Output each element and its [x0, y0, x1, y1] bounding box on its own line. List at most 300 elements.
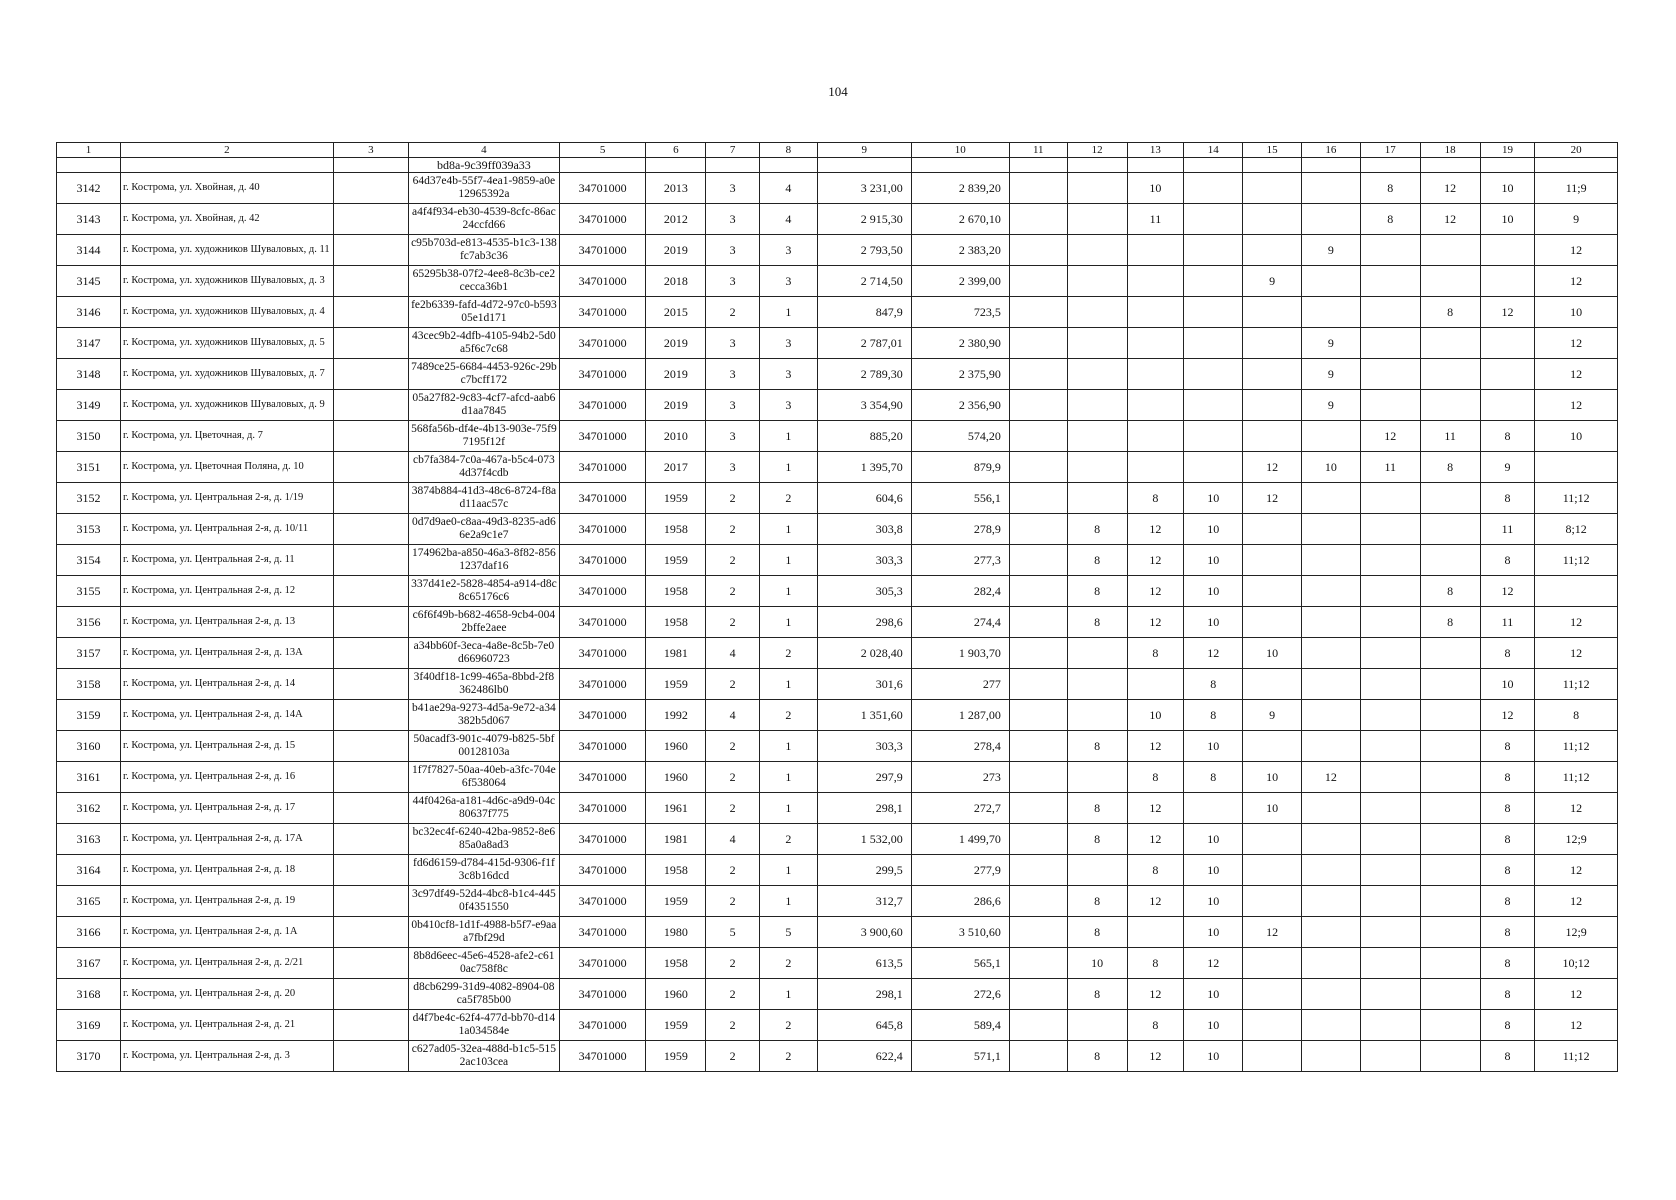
- cell: [1302, 204, 1361, 235]
- cell: 4: [760, 173, 818, 204]
- column-number-header: 15: [1243, 143, 1302, 158]
- cell: 10;12: [1535, 948, 1618, 979]
- cell: [333, 173, 408, 204]
- address-cell: г. Кострома, ул. художников Шуваловых, д. 4: [121, 297, 334, 328]
- cell: [1127, 452, 1184, 483]
- cell: 10: [1184, 607, 1243, 638]
- oktmo-cell: 34701000: [559, 297, 646, 328]
- area-living-cell: 273: [911, 762, 1009, 793]
- cell: 8: [1184, 669, 1243, 700]
- area-total-cell: 645,8: [817, 1010, 911, 1041]
- area-living-cell: 277: [911, 669, 1009, 700]
- cell: [1067, 297, 1127, 328]
- cell: [333, 979, 408, 1010]
- cell: 12: [1420, 173, 1480, 204]
- guid-cell: 568fa56b-df4e-4b13-903e-75f97195f12f: [409, 421, 560, 452]
- area-living-cell: 589,4: [911, 1010, 1009, 1041]
- cell: 11;12: [1535, 483, 1618, 514]
- area-living-cell: 2 839,20: [911, 173, 1009, 204]
- cell: [1420, 700, 1480, 731]
- cell: [1302, 948, 1361, 979]
- column-number-header: 14: [1184, 143, 1243, 158]
- column-number-header: 4: [409, 143, 560, 158]
- cell: [1009, 483, 1067, 514]
- table-row: [57, 1041, 1618, 1072]
- address-cell: г. Кострома, ул. Цветочная Поляна, д. 10: [121, 452, 334, 483]
- guid-cell: c627ad05-32ea-488d-b1c5-5152ac103cea: [409, 1041, 560, 1072]
- cell: [1184, 173, 1243, 204]
- table-row: [57, 204, 1618, 235]
- cell: [1184, 359, 1243, 390]
- cell: [1420, 948, 1480, 979]
- cell: 12: [1184, 948, 1243, 979]
- oktmo-cell: 34701000: [559, 793, 646, 824]
- cell: [1009, 158, 1067, 173]
- cell: 8;12: [1535, 514, 1618, 545]
- cell: [1360, 979, 1420, 1010]
- row-number-cell: 3146: [57, 297, 121, 328]
- cell: 10: [1302, 452, 1361, 483]
- cell: [1243, 158, 1302, 173]
- cell: 12: [1480, 576, 1535, 607]
- area-living-cell: 1 287,00: [911, 700, 1009, 731]
- cell: [1302, 158, 1361, 173]
- cell: 10: [1243, 793, 1302, 824]
- cell: [1009, 607, 1067, 638]
- column-number-header: 7: [706, 143, 760, 158]
- table-row: [57, 173, 1618, 204]
- area-living-cell: 1 499,70: [911, 824, 1009, 855]
- cell: [1302, 607, 1361, 638]
- cell: 12: [1480, 700, 1535, 731]
- oktmo-cell: 34701000: [559, 483, 646, 514]
- cell: 12: [1127, 1041, 1184, 1072]
- table-row: [57, 328, 1618, 359]
- cell: [1009, 204, 1067, 235]
- cell: [1535, 452, 1618, 483]
- area-total-cell: 604,6: [817, 483, 911, 514]
- cell: [333, 514, 408, 545]
- address-cell: г. Кострома, ул. Центральная 2-я, д. 2/21: [121, 948, 334, 979]
- cell: 2: [706, 576, 760, 607]
- cell: [1360, 235, 1420, 266]
- column-number-header: 11: [1009, 143, 1067, 158]
- cell: [1243, 328, 1302, 359]
- cell: [1302, 886, 1361, 917]
- table-row: [57, 421, 1618, 452]
- cell: 2: [706, 1010, 760, 1041]
- cell: [1360, 1010, 1420, 1041]
- address-cell: г. Кострома, ул. Центральная 2-я, д. 21: [121, 1010, 334, 1041]
- cell: 12: [1127, 607, 1184, 638]
- cell: [1067, 235, 1127, 266]
- cell: [1420, 235, 1480, 266]
- cell: [1009, 235, 1067, 266]
- cell: [1420, 483, 1480, 514]
- oktmo-cell: 34701000: [559, 235, 646, 266]
- row-number-cell: 3170: [57, 1041, 121, 1072]
- cell: [1009, 421, 1067, 452]
- cell: 1: [760, 979, 818, 1010]
- cell: 3: [760, 359, 818, 390]
- cell: 11;12: [1535, 731, 1618, 762]
- table-row: [57, 297, 1618, 328]
- cell: [1067, 204, 1127, 235]
- cell: [559, 158, 646, 173]
- oktmo-cell: 34701000: [559, 638, 646, 669]
- cell: [1302, 483, 1361, 514]
- cell: 1: [760, 576, 818, 607]
- cell: [333, 297, 408, 328]
- cell: [1360, 824, 1420, 855]
- cell: [1243, 855, 1302, 886]
- year-cell: 2013: [646, 173, 706, 204]
- year-cell: 2019: [646, 328, 706, 359]
- oktmo-cell: 34701000: [559, 266, 646, 297]
- cell: 8: [1480, 917, 1535, 948]
- row-number-cell: 3167: [57, 948, 121, 979]
- cell: 8: [1127, 855, 1184, 886]
- cell: [1243, 359, 1302, 390]
- address-cell: г. Кострома, ул. художников Шуваловых, д. 3: [121, 266, 334, 297]
- cell: 8: [1480, 1041, 1535, 1072]
- cell: [1009, 545, 1067, 576]
- oktmo-cell: 34701000: [559, 328, 646, 359]
- address-cell: г. Кострома, ул. Центральная 2-я, д. 14А: [121, 700, 334, 731]
- column-number-header: 5: [559, 143, 646, 158]
- cell: 10: [1067, 948, 1127, 979]
- cell: [1360, 607, 1420, 638]
- year-cell: 1959: [646, 1041, 706, 1072]
- area-total-cell: 622,4: [817, 1041, 911, 1072]
- cell: 8: [1067, 979, 1127, 1010]
- year-cell: 1958: [646, 514, 706, 545]
- cell: 8: [1420, 297, 1480, 328]
- column-number-header: 16: [1302, 143, 1361, 158]
- cell: [1360, 576, 1420, 607]
- row-number-cell: 3152: [57, 483, 121, 514]
- cell: [1420, 1010, 1480, 1041]
- cell: 11;12: [1535, 545, 1618, 576]
- row-number-cell: 3165: [57, 886, 121, 917]
- cell: [1480, 328, 1535, 359]
- cell: 1: [760, 762, 818, 793]
- cell: 8: [1480, 979, 1535, 1010]
- cell: [1009, 824, 1067, 855]
- cell: 8: [1067, 576, 1127, 607]
- cell: 9: [1243, 266, 1302, 297]
- cell: [1302, 731, 1361, 762]
- cell: [1302, 297, 1361, 328]
- table-row: [57, 607, 1618, 638]
- guid-cell: 65295b38-07f2-4ee8-8c3b-ce2cecca36b1: [409, 266, 560, 297]
- cell: 9: [1302, 359, 1361, 390]
- cell: 1: [760, 421, 818, 452]
- area-total-cell: 298,1: [817, 979, 911, 1010]
- cell: 10: [1184, 855, 1243, 886]
- cell: 11: [1420, 421, 1480, 452]
- area-living-cell: 2 356,90: [911, 390, 1009, 421]
- cell: [333, 1010, 408, 1041]
- cell: 2: [706, 514, 760, 545]
- oktmo-cell: 34701000: [559, 700, 646, 731]
- cell: 1: [760, 545, 818, 576]
- cell: [1360, 886, 1420, 917]
- table-row: [57, 638, 1618, 669]
- cell: [1184, 390, 1243, 421]
- area-total-cell: 2 028,40: [817, 638, 911, 669]
- cell: [1009, 700, 1067, 731]
- area-living-cell: 282,4: [911, 576, 1009, 607]
- cell: 8: [1067, 793, 1127, 824]
- cell: 3: [760, 235, 818, 266]
- cell: 12: [1127, 731, 1184, 762]
- cell: [1009, 1041, 1067, 1072]
- cell: 10: [1243, 638, 1302, 669]
- year-cell: 1958: [646, 607, 706, 638]
- cell: [1243, 297, 1302, 328]
- cell: [1302, 421, 1361, 452]
- cell: [333, 762, 408, 793]
- guid-cell: 64d37e4b-55f7-4ea1-9859-a0e12965392a: [409, 173, 560, 204]
- cell: 8: [1480, 762, 1535, 793]
- cell: [1009, 886, 1067, 917]
- guid-cell: 3f40df18-1c99-465a-8bbd-2f8362486lb0: [409, 669, 560, 700]
- cell: [1302, 1010, 1361, 1041]
- area-total-cell: 847,9: [817, 297, 911, 328]
- cell: [1420, 545, 1480, 576]
- row-number-cell: 3159: [57, 700, 121, 731]
- row-number-cell: 3157: [57, 638, 121, 669]
- cell: 3: [706, 328, 760, 359]
- cell: 12: [1243, 917, 1302, 948]
- cell: 8: [1067, 824, 1127, 855]
- cell: 2: [760, 700, 818, 731]
- cell: [1302, 173, 1361, 204]
- area-total-cell: 2 789,30: [817, 359, 911, 390]
- cell: 12: [1420, 204, 1480, 235]
- row-number-cell: 3168: [57, 979, 121, 1010]
- column-number-header: 2: [121, 143, 334, 158]
- cell: 8: [1067, 731, 1127, 762]
- guid-cell: 05a27f82-9c83-4cf7-afcd-aab6d1aa7845: [409, 390, 560, 421]
- cell: [1302, 700, 1361, 731]
- cell: [1243, 576, 1302, 607]
- cell: [1302, 266, 1361, 297]
- address-cell: г. Кострома, ул. Центральная 2-я, д. 12: [121, 576, 334, 607]
- address-cell: г. Кострома, ул. Центральная 2-я, д. 13А: [121, 638, 334, 669]
- cell: [1480, 390, 1535, 421]
- year-cell: 2019: [646, 390, 706, 421]
- cell: [1360, 917, 1420, 948]
- cell: 8: [1480, 731, 1535, 762]
- cell: [333, 328, 408, 359]
- cell: [333, 886, 408, 917]
- guid-cell: 8b8d6eec-45e6-4528-afe2-c610ac758f8c: [409, 948, 560, 979]
- area-total-cell: 297,9: [817, 762, 911, 793]
- oktmo-cell: 34701000: [559, 545, 646, 576]
- cell: [1009, 669, 1067, 700]
- cell: [333, 545, 408, 576]
- address-cell: г. Кострома, ул. Центральная 2-я, д. 14: [121, 669, 334, 700]
- area-living-cell: 277,3: [911, 545, 1009, 576]
- cell: [1067, 328, 1127, 359]
- cell: [1302, 514, 1361, 545]
- year-cell: 1959: [646, 545, 706, 576]
- cell: [1420, 762, 1480, 793]
- cell: [1009, 173, 1067, 204]
- cell: 12: [1535, 266, 1618, 297]
- guid-cell: 7489ce25-6684-4453-926c-29bc7bcff172: [409, 359, 560, 390]
- area-living-cell: 556,1: [911, 483, 1009, 514]
- cell: 12: [1535, 328, 1618, 359]
- cell: [1480, 266, 1535, 297]
- cell: [1480, 235, 1535, 266]
- cell: 3: [706, 235, 760, 266]
- row-number-cell: 3160: [57, 731, 121, 762]
- oktmo-cell: 34701000: [559, 514, 646, 545]
- cell: [1420, 886, 1480, 917]
- area-living-cell: 1 903,70: [911, 638, 1009, 669]
- oktmo-cell: 34701000: [559, 886, 646, 917]
- cell: 8: [1480, 855, 1535, 886]
- cell: 2: [760, 948, 818, 979]
- cell: 2: [706, 607, 760, 638]
- cell: [1360, 855, 1420, 886]
- cell: [1243, 235, 1302, 266]
- address-cell: г. Кострома, ул. Хвойная, д. 40: [121, 173, 334, 204]
- cell: 8: [1360, 204, 1420, 235]
- year-cell: 2019: [646, 235, 706, 266]
- cell: 12: [1535, 1010, 1618, 1041]
- cell: [1360, 700, 1420, 731]
- cell: [1009, 762, 1067, 793]
- area-total-cell: 3 354,90: [817, 390, 911, 421]
- cell: [1009, 731, 1067, 762]
- cell: [1009, 390, 1067, 421]
- cell: [1184, 297, 1243, 328]
- table-row: [57, 266, 1618, 297]
- cell: 10: [1480, 669, 1535, 700]
- year-cell: 2017: [646, 452, 706, 483]
- cell: 1: [760, 855, 818, 886]
- cell: [1302, 793, 1361, 824]
- table-row: [57, 1010, 1618, 1041]
- cell: 12: [1535, 886, 1618, 917]
- cell: [1420, 1041, 1480, 1072]
- cell: 8: [1535, 700, 1618, 731]
- cell: 8: [1480, 793, 1535, 824]
- address-cell: г. Кострома, ул. Центральная 2-я, д. 3: [121, 1041, 334, 1072]
- cell: 8: [1067, 607, 1127, 638]
- cell: 8: [1420, 576, 1480, 607]
- oktmo-cell: 34701000: [559, 824, 646, 855]
- cell: 12: [1535, 235, 1618, 266]
- oktmo-cell: 34701000: [559, 669, 646, 700]
- column-number-header: 3: [333, 143, 408, 158]
- cell: [333, 266, 408, 297]
- cell: 8: [1480, 421, 1535, 452]
- year-cell: 1992: [646, 700, 706, 731]
- cell: [1302, 638, 1361, 669]
- year-cell: 2010: [646, 421, 706, 452]
- oktmo-cell: 34701000: [559, 917, 646, 948]
- cell: 4: [706, 700, 760, 731]
- area-total-cell: 1 532,00: [817, 824, 911, 855]
- area-total-cell: 303,8: [817, 514, 911, 545]
- cell: [1535, 158, 1618, 173]
- cell: [333, 204, 408, 235]
- cell: [1009, 1010, 1067, 1041]
- cell: [333, 669, 408, 700]
- guid-cell: 0b410cf8-1d1f-4988-b5f7-e9aaa7fbf29d: [409, 917, 560, 948]
- column-number-header: 17: [1360, 143, 1420, 158]
- cell: [1302, 576, 1361, 607]
- table-row: [57, 917, 1618, 948]
- cell: 8: [1420, 452, 1480, 483]
- cell: [1009, 297, 1067, 328]
- cell: [1420, 359, 1480, 390]
- area-total-cell: 298,1: [817, 793, 911, 824]
- cell: [1420, 793, 1480, 824]
- cell: 10: [1184, 824, 1243, 855]
- area-living-cell: 286,6: [911, 886, 1009, 917]
- year-cell: 1958: [646, 855, 706, 886]
- cell: 9: [1302, 328, 1361, 359]
- cell: [1420, 158, 1480, 173]
- cell: [706, 158, 760, 173]
- guid-cell: cb7fa384-7c0a-467a-b5c4-0734d37f4cdb: [409, 452, 560, 483]
- cell: 1: [760, 731, 818, 762]
- cell: [333, 700, 408, 731]
- cell: 11;12: [1535, 1041, 1618, 1072]
- cell: 8: [1480, 886, 1535, 917]
- row-number-cell: 3143: [57, 204, 121, 235]
- cell: 12: [1127, 545, 1184, 576]
- cell: [1184, 204, 1243, 235]
- table-row: [57, 235, 1618, 266]
- cell: 8: [1360, 173, 1420, 204]
- cell: 1: [760, 297, 818, 328]
- column-number-header: 13: [1127, 143, 1184, 158]
- cell: 8: [1067, 545, 1127, 576]
- cell: [1067, 855, 1127, 886]
- column-number-header: 1: [57, 143, 121, 158]
- cell: [1243, 390, 1302, 421]
- cell: [1360, 390, 1420, 421]
- cell: [1360, 483, 1420, 514]
- cell: 3: [706, 421, 760, 452]
- column-number-row: [57, 143, 1618, 158]
- oktmo-cell: 34701000: [559, 948, 646, 979]
- row-number-cell: 3151: [57, 452, 121, 483]
- cell: [1067, 669, 1127, 700]
- cell: 3: [706, 204, 760, 235]
- table-row: [57, 762, 1618, 793]
- guid-cell: 50acadf3-901c-4079-b825-5bf00128103a: [409, 731, 560, 762]
- cell: 12: [1184, 638, 1243, 669]
- cell: 9: [1302, 235, 1361, 266]
- cell: 10: [1184, 1041, 1243, 1072]
- table-row: [57, 731, 1618, 762]
- cell: [1127, 297, 1184, 328]
- cell: [1302, 669, 1361, 700]
- address-cell: г. Кострома, ул. Центральная 2-я, д. 13: [121, 607, 334, 638]
- table-row: [57, 452, 1618, 483]
- cell: [1127, 328, 1184, 359]
- column-number-header: 19: [1480, 143, 1535, 158]
- address-cell: г. Кострома, ул. Центральная 2-я, д. 1А: [121, 917, 334, 948]
